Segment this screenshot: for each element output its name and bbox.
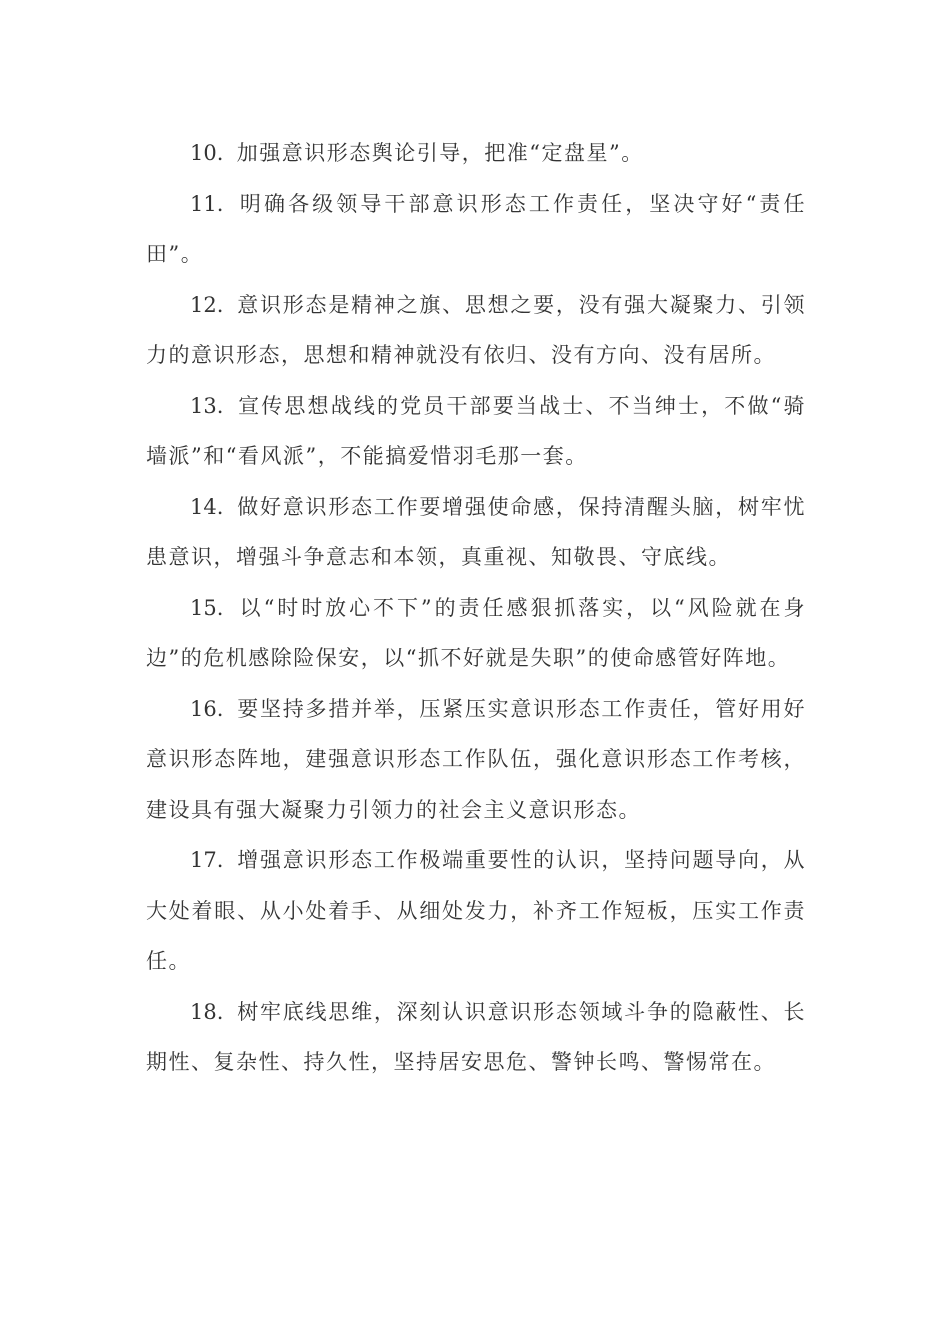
paragraph-number: 15. <box>190 595 224 620</box>
paragraph-13 <box>146 381 806 482</box>
paragraph-number: 12. <box>190 292 224 317</box>
paragraph-text: 要坚持多措并举，压紧压实意识形态工作责任，管好用好意识形态阵地，建强意识形态工作队伍，强化意识形态工作考核，建设具有强大凝聚力引领力的社会主义意识形态。 <box>146 696 806 822</box>
paragraph-17 <box>146 835 806 987</box>
paragraph-18 <box>146 987 806 1088</box>
paragraph-text: 增强意识形态工作极端重要性的认识，坚持问题导向，从大处着眼、从小处着手、从细处发力，补齐工作短板，压实工作责任。 <box>146 848 806 973</box>
paragraph-text: 明确各级领导干部意识形态工作责任，坚决守好“责任田”。 <box>146 191 806 266</box>
document-body <box>146 128 806 1088</box>
paragraph-12 <box>146 280 806 381</box>
paragraph-number: 13. <box>190 393 224 418</box>
paragraph-15 <box>146 583 806 684</box>
paragraph-text: 树牢底线思维，深刻认识意识形态领域斗争的隐蔽性、长期性、复杂性、持久性，坚持居安思危、警钟长鸣、警惕常在。 <box>146 999 806 1074</box>
paragraph-11 <box>146 179 806 280</box>
paragraph-number: 18. <box>190 999 224 1024</box>
paragraph-number: 17. <box>190 848 224 872</box>
paragraph-number: 11. <box>190 191 224 216</box>
paragraph-10 <box>146 128 806 179</box>
paragraph-text: 意识形态是精神之旗、思想之要，没有强大凝聚力、引领力的意识形态，思想和精神就没有依归、没有方向、没有居所。 <box>146 292 806 367</box>
paragraph-text: 做好意识形态工作要增强使命感，保持清醒头脑，树牢忧患意识，增强斗争意志和本领，真重视、知敬畏、守底线。 <box>146 494 806 569</box>
paragraph-number: 14. <box>190 494 224 519</box>
paragraph-number: 10. <box>190 141 224 165</box>
paragraph-number: 16. <box>190 696 224 721</box>
paragraph-text: 以“时时放心不下”的责任感狠抓落实，以“风险就在身边”的危机感除险保安，以“抓不好就是失职”的使命感管好阵地。 <box>146 595 806 670</box>
paragraph-14 <box>146 482 806 583</box>
paragraph-text: 宣传思想战线的党员干部要当战士、不当绅士，不做“骑墙派”和“看风派”，不能搞爱惜羽毛那一套。 <box>146 393 807 468</box>
paragraph-text: 加强意识形态舆论引导，把准“定盘星”。 <box>236 141 644 165</box>
paragraph-16 <box>146 684 806 836</box>
